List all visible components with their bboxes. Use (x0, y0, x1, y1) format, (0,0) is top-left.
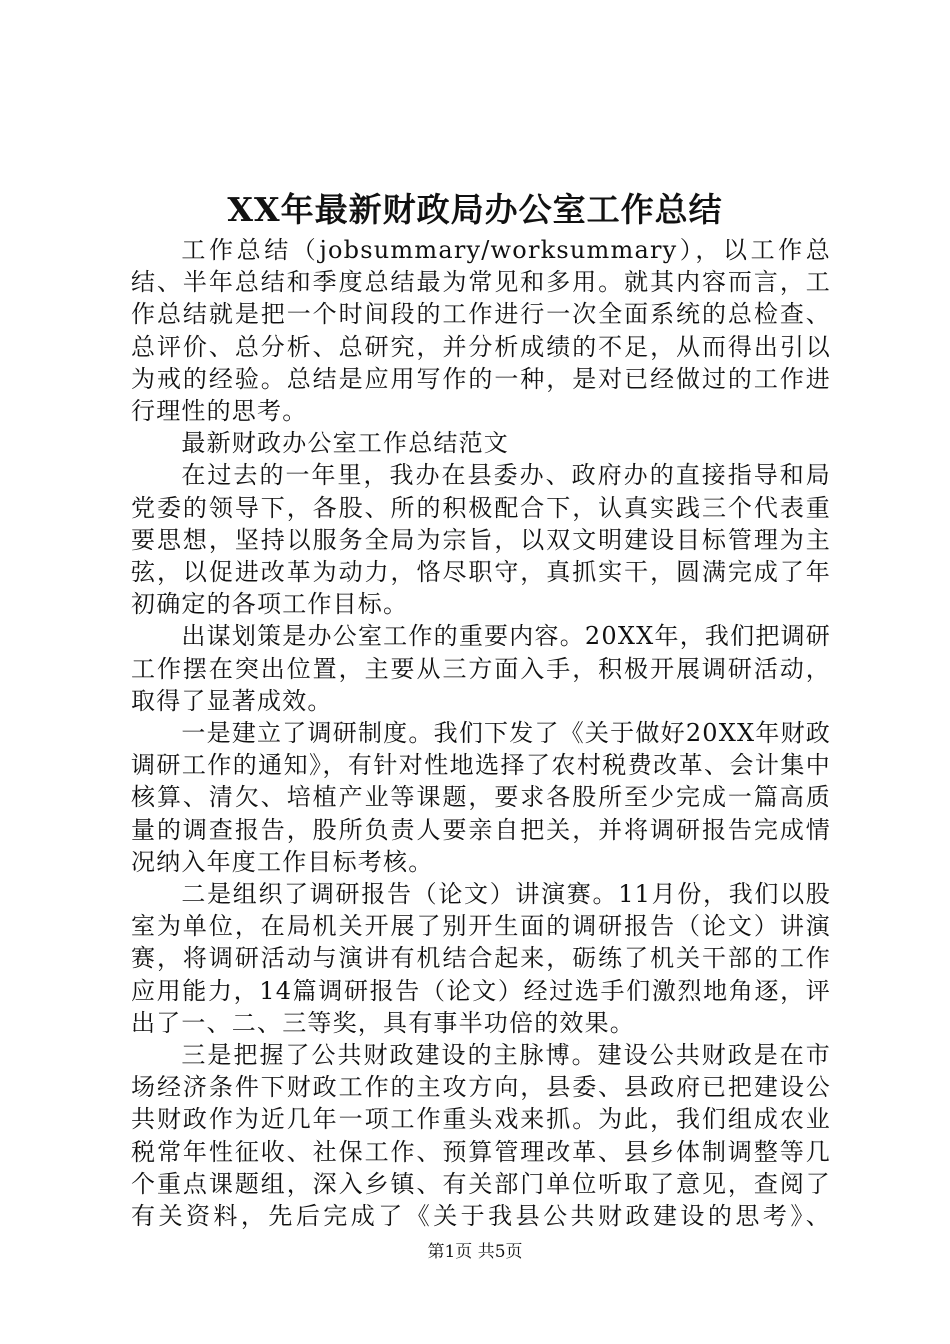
paragraph-intro: 工作总结（jobsummary/worksummary），以工作总结、半年总结和季度总结最为常见和多用。就其内容而言，工作总结就是把一个时间段的工作进行一次全面系统的总检查、总评价、总分析、总研究，并分析成绩的不足，从而得出引以为戒的经验。总结是应用写作的一种，是对已经做过的工作进行理性的思考。 (131, 236, 831, 426)
paragraph-research-system: 一是建立了调研制度。我们下发了《关于做好20XX年财政调研工作的通知》，有针对性地选择了农村税费改革、会计集中核算、清欠、培植产业等课题，要求各股所至少完成一篇高质量的调查报告，股所负责人要亲自把关，并将调研报告完成情况纳入年度工作目标考核。 (131, 719, 831, 876)
paragraph-public-finance: 三是把握了公共财政建设的主脉博。建设公共财政是在市场经济条件下财政工作的主攻方向，县委、县政府已把建设公共财政作为近几年一项工作重头戏来抓。为此，我们组成农业税常年性征收、社保工作、预算管理改革、县乡体制调整等几个重点课题组，深入乡镇、有关部门单位听取了意见，查阅了有关资料，先后完成了《关于我县公共财政建设的思考》、 (131, 1041, 831, 1231)
paragraph-subtitle: 最新财政办公室工作总结范文 (181, 429, 509, 458)
page-footer: 第1页 共5页 (427, 1242, 523, 1262)
paragraph-research-intro: 出谋划策是办公室工作的重要内容。20XX年，我们把调研工作摆在突出位置，主要从三方面入手，积极开展调研活动，取得了显著成效。 (131, 622, 831, 715)
paragraph-speech-contest: 二是组织了调研报告（论文）讲演赛。11月份，我们以股室为单位，在局机关开展了别开生面的调研报告（论文）讲演赛，将调研活动与演讲有机结合起来，砺练了机关干部的工作应用能力，14篇调研报告（论文）经过选手们激烈地角逐，评出了一、二、三等奖，具有事半功倍的效果。 (131, 880, 831, 1037)
document-body (131, 234, 831, 1232)
document-title: XX年最新财政局办公室工作总结 (227, 190, 723, 229)
paragraph-overview: 在过去的一年里，我办在县委办、政府办的直接指导和局党委的领导下，各股、所的积极配合下，认真实践三个代表重要思想，坚持以服务全局为宗旨，以双文明建设目标管理为主弦，以促进改革为动力，恪尽职守，真抓实干，圆满完成了年初确定的各项工作目标。 (131, 461, 831, 619)
